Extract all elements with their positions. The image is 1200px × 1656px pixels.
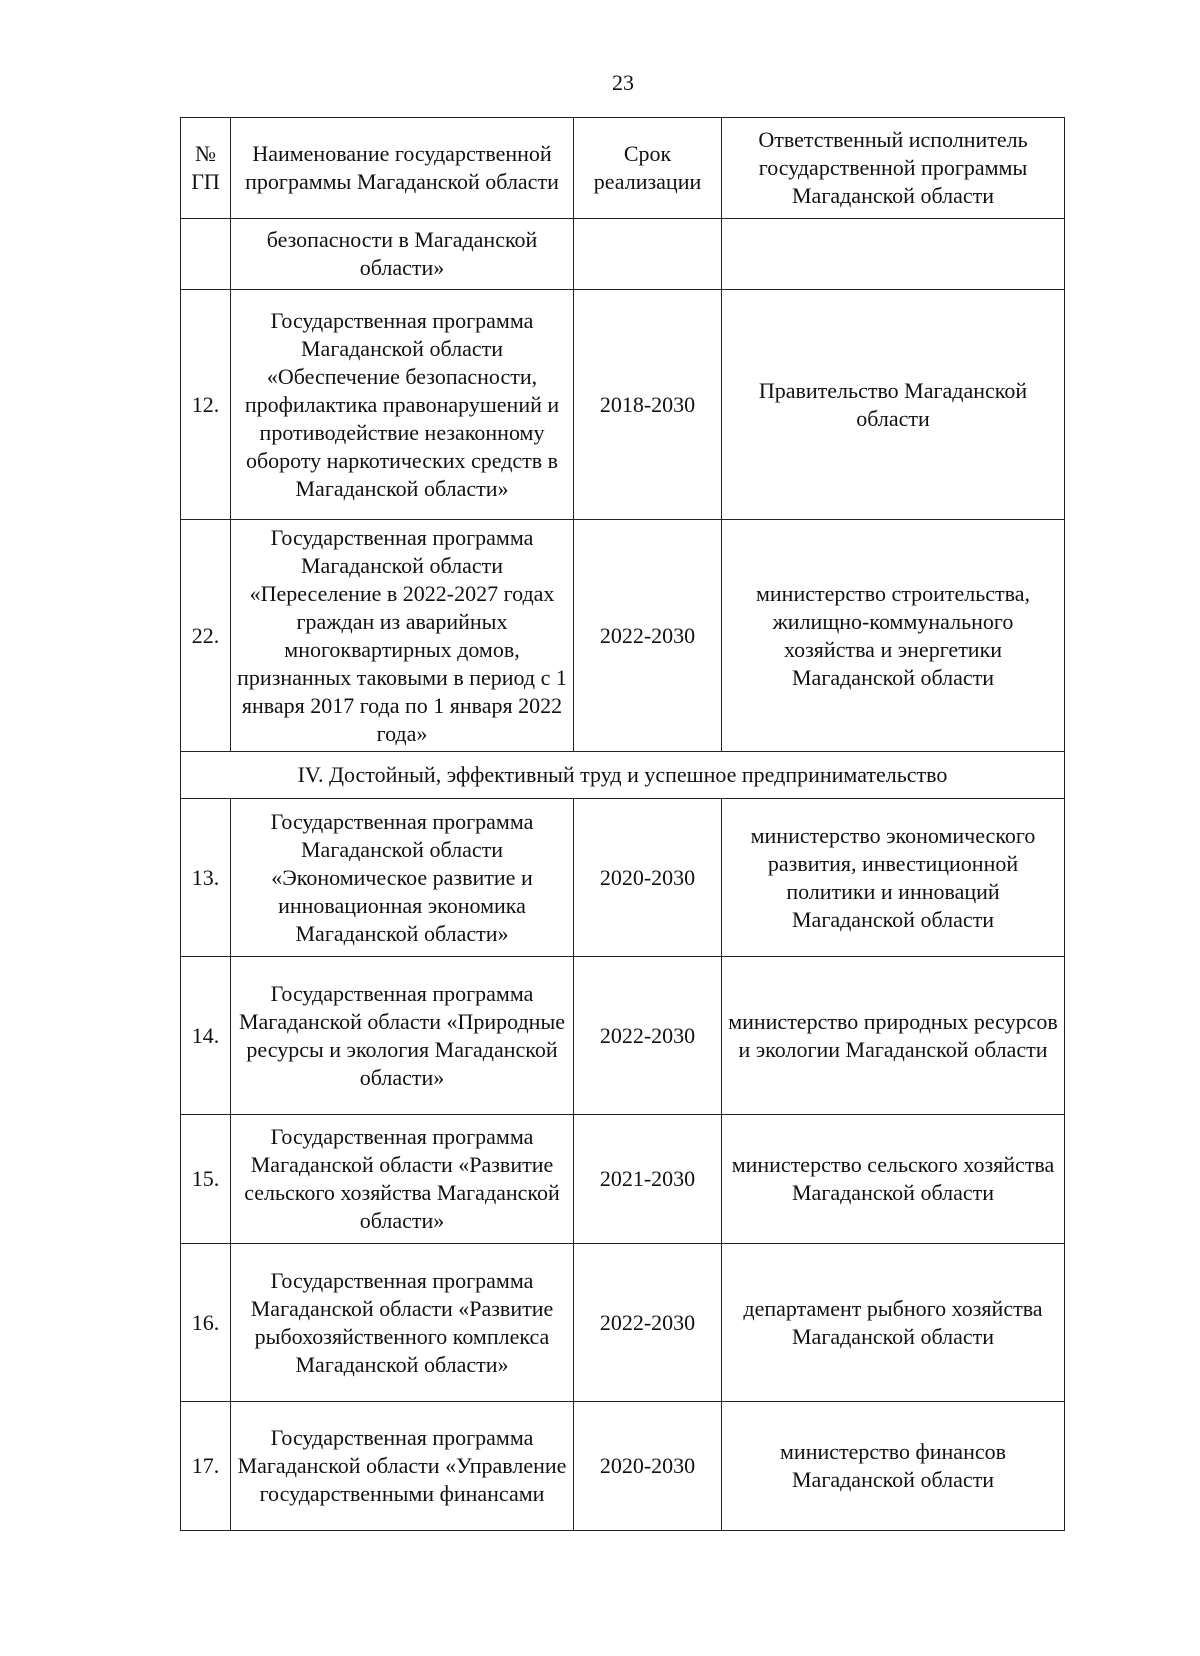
program-executor xyxy=(722,219,1065,290)
program-term xyxy=(574,219,722,290)
program-executor: Правительство Магаданской области xyxy=(722,290,1065,520)
program-term: 2018-2030 xyxy=(574,290,722,520)
table-row xyxy=(181,1402,1065,1531)
program-num: 14. xyxy=(181,957,231,1115)
program-executor: департамент рыбного хозяйства Магаданской области xyxy=(722,1244,1065,1402)
program-term: 2022-2030 xyxy=(574,1244,722,1402)
table-row xyxy=(181,290,1065,520)
program-term: 2022-2030 xyxy=(574,957,722,1115)
table-row xyxy=(181,219,1065,290)
program-executor: министерство финансов Магаданской области xyxy=(722,1402,1065,1531)
program-executor: министерство экономического развития, инвестиционной политики и инноваций Магаданской области xyxy=(722,799,1065,957)
table-row xyxy=(181,799,1065,957)
header-executor: Ответственный исполнитель государственной программы Магаданской области xyxy=(722,118,1065,219)
program-name: Государственная программа Магаданской области «Развитие сельского хозяйства Магаданской области» xyxy=(231,1115,574,1244)
program-executor: министерство природных ресурсов и экологии Магаданской области xyxy=(722,957,1065,1115)
header-num: № ГП xyxy=(181,118,231,219)
section-title: IV. Достойный, эффективный труд и успешное предпринимательство xyxy=(181,752,1065,799)
program-num: 22. xyxy=(181,520,231,752)
program-num: 16. xyxy=(181,1244,231,1402)
program-name: Государственная программа Магаданской области «Природные ресурсы и экология Магаданской области» xyxy=(231,957,574,1115)
program-num: 12. xyxy=(181,290,231,520)
program-term: 2020-2030 xyxy=(574,799,722,957)
program-num: 13. xyxy=(181,799,231,957)
table-row xyxy=(181,520,1065,752)
table-header-row xyxy=(181,118,1065,219)
program-name: Государственная программа Магаданской области «Переселение в 2022-2027 годах граждан из аварийных многоквартирных домов, признанных таковыми в период с 1 января 2017 года по 1 января 2022 года» xyxy=(231,520,574,752)
programs-table xyxy=(180,117,1065,1531)
program-num: 15. xyxy=(181,1115,231,1244)
program-term: 2021-2030 xyxy=(574,1115,722,1244)
program-executor: министерство сельского хозяйства Магаданской области xyxy=(722,1115,1065,1244)
table-row xyxy=(181,1244,1065,1402)
table-row xyxy=(181,1115,1065,1244)
program-num xyxy=(181,219,231,290)
program-num: 17. xyxy=(181,1402,231,1531)
program-name: Государственная программа Магаданской области «Управление государственными финансами xyxy=(231,1402,574,1531)
program-term: 2020-2030 xyxy=(574,1402,722,1531)
page-number: 23 xyxy=(612,70,634,95)
section-row xyxy=(181,752,1065,799)
program-name: Государственная программа Магаданской области «Обеспечение безопасности, профилактика правонарушений и противодействие незаконному обороту наркотических средств в Магаданской области» xyxy=(231,290,574,520)
program-name: Государственная программа Магаданской области «Экономическое развитие и инновационная экономика Магаданской области» xyxy=(231,799,574,957)
header-name: Наименование государственной программы Магаданской области xyxy=(231,118,574,219)
program-name: Государственная программа Магаданской области «Развитие рыбохозяйственного комплекса Магаданской области» xyxy=(231,1244,574,1402)
program-name: безопасности в Магаданской области» xyxy=(231,219,574,290)
header-term: Срок реализации xyxy=(574,118,722,219)
table-row xyxy=(181,957,1065,1115)
program-executor: министерство строительства, жилищно-коммунального хозяйства и энергетики Магаданской области xyxy=(722,520,1065,752)
program-term: 2022-2030 xyxy=(574,520,722,752)
